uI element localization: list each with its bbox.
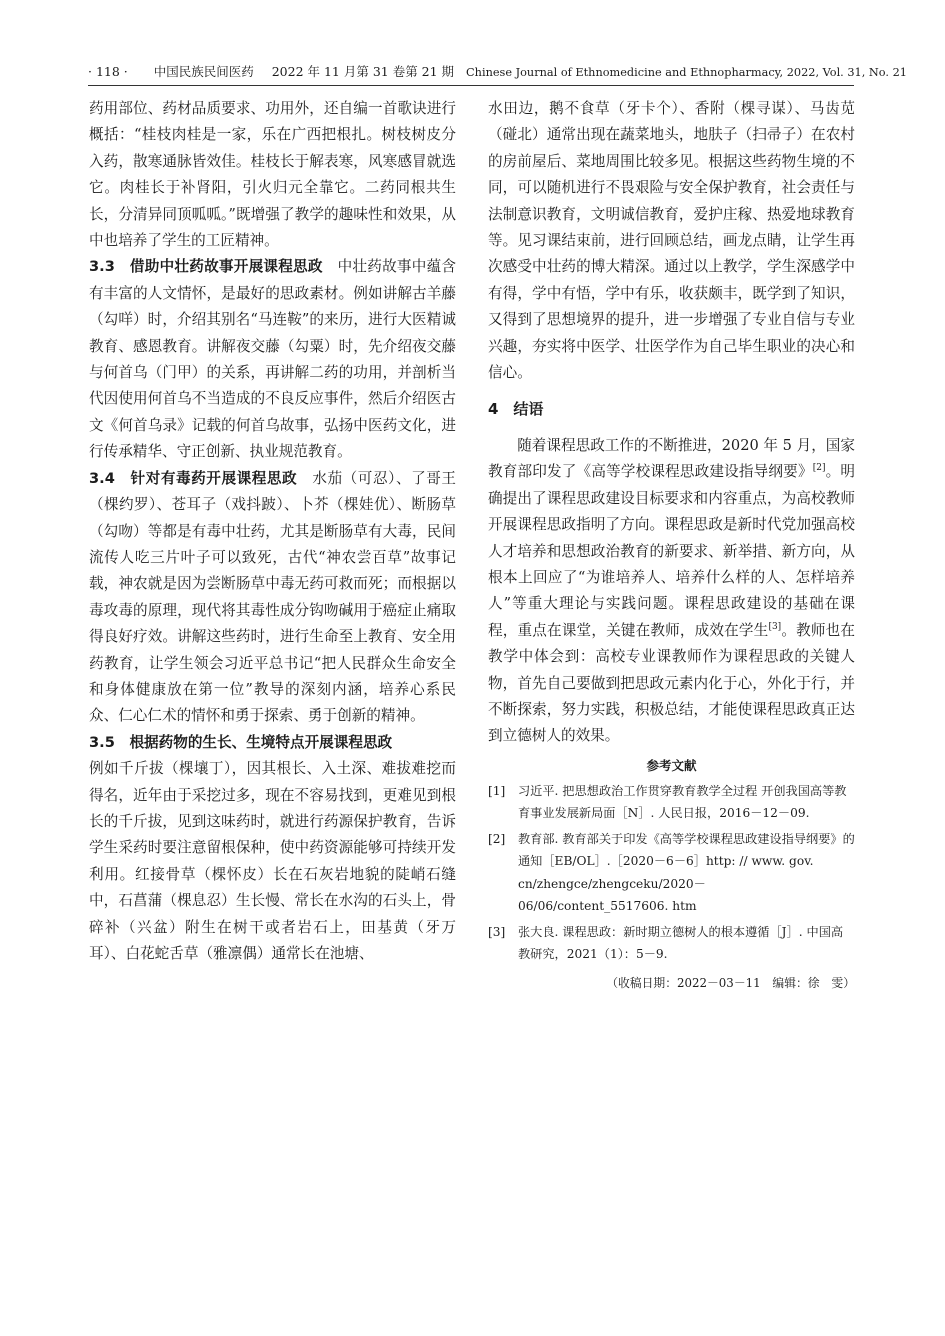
reference-item [488,828,855,917]
reference-text: 张大良. 课程思政：新时期立德树人的根本遵循［J］. 中国高教研究，2021（1）：5－9. [518,924,844,962]
section-3-3 [89,254,456,465]
received-date: （收稿日期：2022－03－11 编辑：徐 雯） [606,976,855,991]
section-body: 例如千斤拔（棵壤丁），因其根长、入土深、难拔难挖而得名，近年由于采挖过多，现在不容易找到，更难见到根长的千斤拔，见到这味药时，就进行药源保护教育，告诉学生采药时要注意留根保种，使中药资源能够可持续开发利用。红接骨草（棵怀皮）长在石灰岩地貌的陡峭石缝中，石菖蒲（棵息忍）生长慢、常长在水沟的石头上，骨碎补（兴盆）附生在树干或者岩石上，田基黄（牙万耳）、白花蛇舌草（雅凛偶）通常长在池塘、 [89,760,456,962]
conclusion-paragraph: 随着课程思政工作的不断推进，2020 年 5 月，国家教育部印发了《高等学校课程思政建设指导纲要》[2]。明确提出了课程思政建设目标要求和内容重点，为高校教师开展课程思政指明了方向。课程思政是新时代党加强高校人才培养和思想政治教育的新要求、新举措、新方向，从根本上回应了“为谁培养人、培养什么样的人、怎样培养人”等重大理论与实践问题。课程思政建设的基础在课程，重点在课堂，关键在教师，成效在学生[3]。教师也在教学中体会到：高校专业课教师作为课程思政的关键人物，首先自己要做到把思政元素内化于心，外化于行，并不断探索，努力实践，积极总结，才能使课程思政真正达到立德树人的效果。 [488,436,855,745]
reference-item [488,921,855,965]
section-heading: 4 结语 [488,400,544,419]
reference-text: 教育部. 教育部关于印发《高等学校课程思政建设指导纲要》的通知［EB/OL］.［2020－6－6］http: // www. gov. cn/zhengce/zhengceku/2020－06/06/content_5517606. htm [518,832,855,913]
journal-name-en: Chinese Journal of Ethnomedicine and Ethnopharmacy, 2022, Vol. 31, No. 21 [466,66,907,79]
reference-number: [3] [488,924,506,939]
paragraph: 药用部位、药材品质要求、功用外，还自编一首歌诀进行概括：“桂枝肉桂是一家，乐在广西把根扎。树枝树皮分入药，散寒通脉皆效佳。桂枝长于解表寒，风寒感冒就选它。肉桂长于补肾阳，引火归元全靠它。二药同根共生长，分清异同顶呱呱。”既增强了教学的趣味性和效果，从中也培养了学生的工匠精神。 [89,100,456,250]
section-body: 中壮药故事中蕴含有丰富的人文情怀，是最好的思政素材。例如讲解古羊藤（勾咩）时，介绍其别名“马连鞍”的来历，进行大医精诚教育、感恩教育。讲解夜交藤（勾粟）时，先介绍夜交藤与何首乌（门甲）的关系，再讲解二药的功用，并剖析当代因使用何首乌不当造成的不良反应事件，然后介绍医古文《何首乌录》记载的何首乌故事，弘扬中医药文化，进行传承精华、守正创新、执业规范教育。 [89,258,456,461]
running-header [88,62,907,84]
section-heading: 3.5 根据药物的生长、生境特点开展课程思政 [89,733,393,751]
citation-link[interactable]: [3] [768,621,782,632]
references-heading: 参考文献 [646,757,697,773]
section-3-4 [89,466,456,730]
reference-number: [1] [488,783,506,798]
section-heading: 3.4 针对有毒药开展课程思政 [89,469,298,487]
section-heading: 3.3 借助中壮药故事开展课程思政 [89,258,323,276]
reference-number: [2] [488,832,506,847]
left-column [89,96,456,967]
journal-name-cn: 中国民族民间医药 [153,64,254,79]
right-column [488,96,855,993]
header-rule [88,85,854,86]
citation-link[interactable]: [2] [812,463,826,474]
section-body: 水茄（可忍）、了哥王（棵约罗）、苍耳子（戏抖跛）、卜芥（棵娃优）、断肠草（勾吻）等都是有毒中壮药，尤其是断肠草有大毒，民间流传人吃三片叶子可以致死，古代“神农尝百草”故事记载，神农就是因为尝断肠草中毒无药可救而死；而根据以毒攻毒的原理，现代将其毒性成分钩吻碱用于癌症止痛取得良好疗效。讲解这些药时，进行生命至上教育、安全用药教育，让学生领会习近平总书记“把人民群众生命安全和身体健康放在第一位”教导的深刻内涵，培养心系民众、仁心仁术的情怀和勇于探索、勇于创新的精神。 [89,469,456,725]
page-number: · 118 · [88,64,128,79]
reference-text: 习近平. 把思想政治工作贯穿教育教学全过程 开创我国高等教育事业发展新局面［N］. 人民日报，2016－12－09. [518,783,847,820]
paragraph: 水田边，鹅不食草（牙卡个）、香附（棵寻谋）、马齿苋（碰北）通常出现在蔬菜地头，地肤子（扫帚子）在农村的房前屋后、菜地周围比较多见。根据这些药物生境的不同，可以随机进行不畏艰险与安全保护教育，社会责任与法制意识教育，文明诚信教育，爱护庄稼、热爱地球教育等。见习课结束前，进行回顾总结，画龙点睛，让学生再次感受中壮药的博大精深。通过以上教学，学生深感学中有得，学中有悟，学中有乐，收获颇丰，既学到了知识，又得到了思想境界的提升，进一步增强了专业自信与专业兴趣，夯实将中医学、壮医学作为自己毕生职业的决心和信心。 [488,100,855,382]
issue-info-cn: 2022 年 11 月第 31 卷第 21 期 [271,64,455,79]
reference-item [488,780,855,824]
